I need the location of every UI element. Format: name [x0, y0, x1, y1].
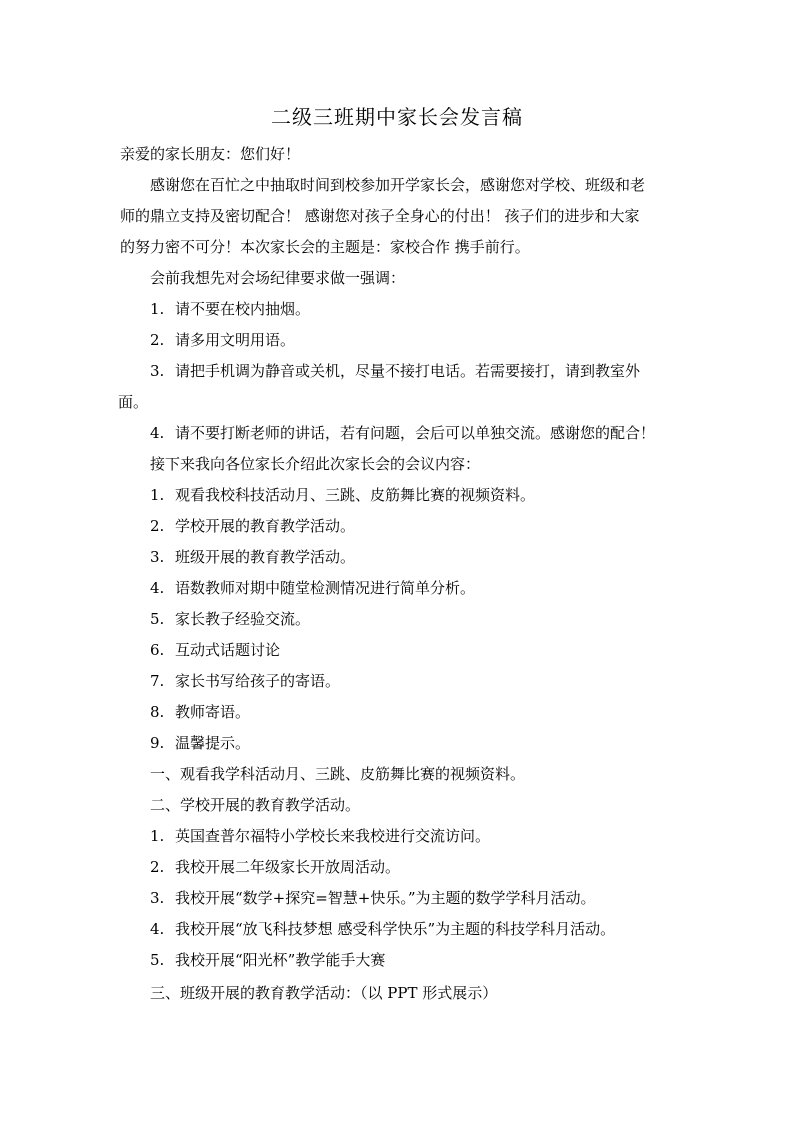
list-item-text: 我校开展“放飞科技梦想 感受科学快乐”为主题的科技学科月活动。 [175, 920, 616, 938]
section-heading: 三、班级开展的教育教学活动：（以 PPT 形式展示） [150, 984, 498, 1002]
intro-paragraph-line: 师的鼎立支持及密切配合！ 感谢您对孩子全身心的付出！ 孩子们的进步和大家 [120, 207, 640, 225]
list-item [150, 330, 730, 350]
discipline-intro: 会前我想先对会场纪律要求做一强调： [150, 269, 406, 287]
list-item-number: 2. [150, 517, 165, 535]
list-item-text: 温馨提示。 [175, 734, 251, 752]
list-item-text: 观看我校科技活动月、三跳、皮筋舞比赛的视频资料。 [175, 486, 536, 504]
list-item [150, 671, 730, 691]
list-item [150, 919, 730, 939]
list-item-text: 语数教师对期中随堂检测情况进行简单分析。 [175, 579, 476, 597]
list-item-number: 6. [150, 641, 165, 659]
list-item [150, 578, 730, 598]
list-item-text: 学校开展的教育教学活动。 [175, 517, 356, 535]
list-item-number: 1. [150, 486, 165, 504]
list-item-text: 英国查普尔福特小学校长来我校进行交流访问。 [175, 827, 491, 845]
list-item [150, 950, 730, 970]
list-item [150, 857, 730, 877]
intro-paragraph-line: 的努力密不可分！本次家长会的主题是：家校合作 携手前行。 [120, 238, 530, 256]
list-item-text: 请把手机调为静音或关机，尽量不接打电话。若需要接打，请到教室外 [175, 362, 641, 380]
list-item-number: 8. [150, 703, 165, 721]
list-item-number: 7. [150, 672, 165, 690]
list-item-text: 家长书写给孩子的寄语。 [175, 672, 341, 690]
list-item-text: 教师寄语。 [175, 703, 251, 721]
list-item-text: 请不要打断老师的讲话，若有问题，会后可以单独交流。感谢您的配合！ [175, 424, 656, 442]
list-item-number: 3. [150, 889, 165, 907]
document-title: 二级三班期中家长会发言稿 [271, 105, 523, 129]
list-item-number: 3. [150, 548, 165, 566]
agenda-intro: 接下来我向各位家长介绍此次家长会的会议内容： [150, 455, 481, 473]
list-item [150, 640, 730, 660]
list-item-text: 请不要在校内抽烟。 [175, 300, 311, 318]
list-item-text: 我校开展二年级家长开放周活动。 [175, 858, 401, 876]
list-item [150, 826, 730, 846]
list-item-number: 4. [150, 579, 165, 597]
list-item-text: 我校开展“数学+探究=智慧+快乐。”为主题的数学学科月活动。 [175, 889, 596, 907]
list-item [150, 733, 730, 753]
list-item-number: 4. [150, 424, 165, 442]
list-item [150, 547, 730, 567]
list-item-text: 互动式话题讨论 [175, 641, 281, 659]
list-item-continuation: 面。 [118, 393, 149, 411]
list-item-number: 3. [150, 362, 165, 380]
list-item [150, 888, 730, 908]
section-heading: 二、学校开展的教育教学活动。 [150, 796, 361, 814]
list-item [150, 423, 730, 443]
list-item [150, 516, 730, 536]
list-item-number: 5. [150, 951, 165, 969]
list-item [150, 609, 730, 629]
greeting-text: 亲爱的家长朋友：您们好！ [120, 145, 301, 163]
list-item-text: 家长教子经验交流。 [175, 610, 311, 628]
list-item-number: 1. [150, 827, 165, 845]
list-item [150, 702, 730, 722]
list-item [150, 361, 730, 381]
intro-paragraph-line: 感谢您在百忙之中抽取时间到校参加开学家长会，感谢您对学校、班级和老 [150, 176, 646, 194]
list-item-number: 5. [150, 610, 165, 628]
list-item-number: 1. [150, 300, 165, 318]
list-item-text: 我校开展“阳光杯”教学能手大赛 [175, 951, 386, 969]
section-heading: 一、观看我学科活动月、三跳、皮筋舞比赛的视频资料。 [150, 765, 526, 783]
list-item-number: 2. [150, 331, 165, 349]
list-item-number: 4. [150, 920, 165, 938]
list-item-number: 2. [150, 858, 165, 876]
list-item-text: 班级开展的教育教学活动。 [175, 548, 356, 566]
list-item [150, 299, 730, 319]
list-item-text: 请多用文明用语。 [175, 331, 296, 349]
list-item-number: 9. [150, 734, 165, 752]
list-item [150, 485, 730, 505]
